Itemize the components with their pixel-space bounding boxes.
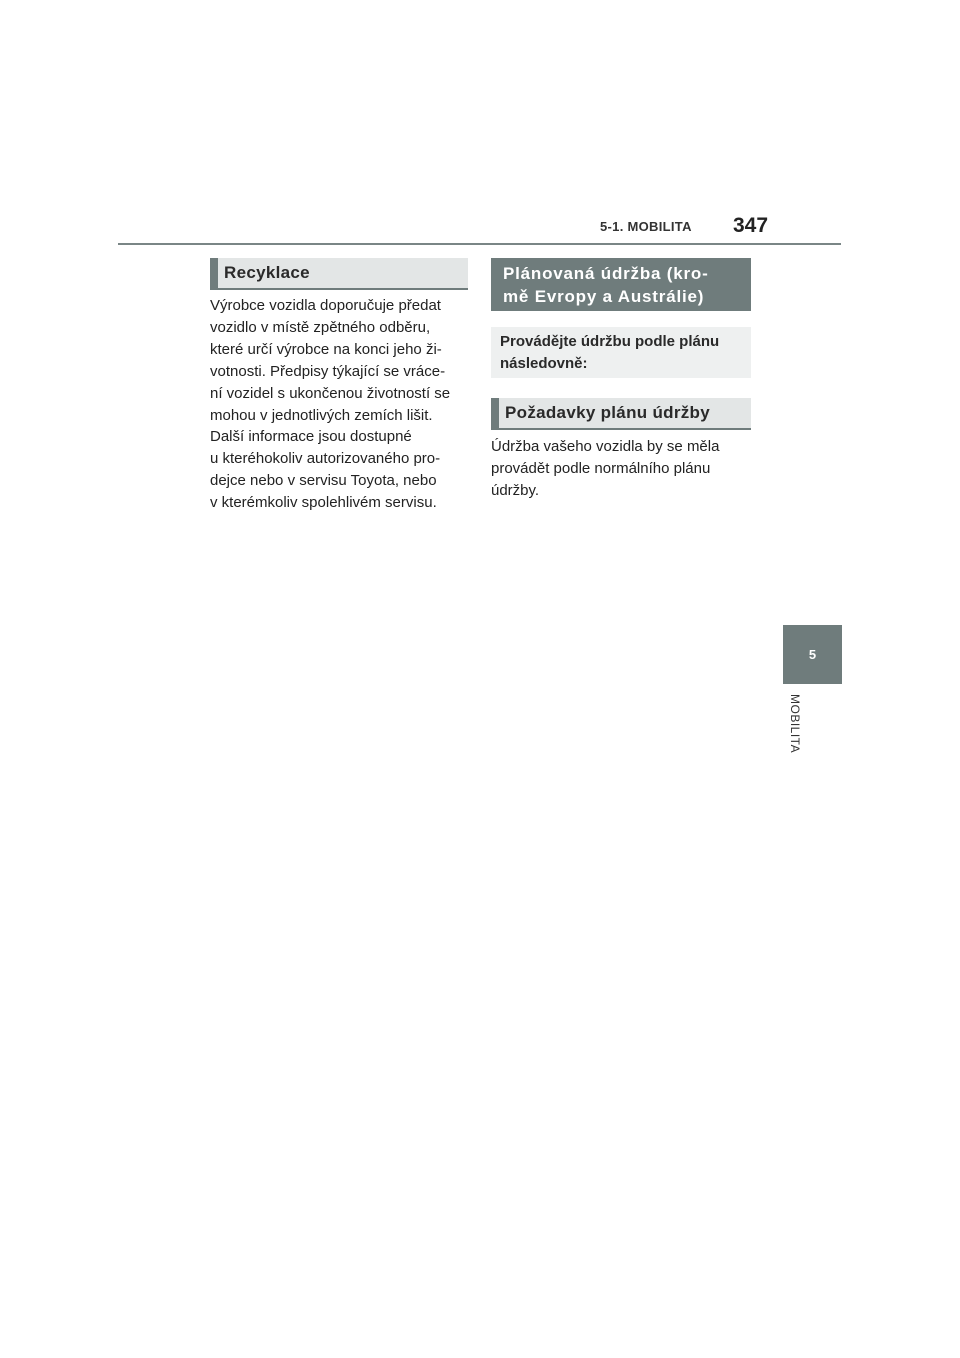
- paragraph-line: mohou v jednotlivých zemích lišit.: [210, 406, 433, 424]
- maintenance-paragraph: [491, 436, 719, 502]
- paragraph-line: dejce nebo v servisu Toyota, nebo: [210, 472, 437, 490]
- note-line: následovně:: [500, 355, 588, 372]
- maintenance-requirements-heading-text: Požadavky plánu údržby: [505, 403, 710, 422]
- paragraph-line: Údržba vašeho vozidla by se měla: [491, 438, 720, 455]
- maintenance-title: [491, 258, 751, 311]
- header-divider: [118, 243, 841, 245]
- paragraph-line: údržby.: [491, 481, 540, 499]
- paragraph-line: votnosti. Předpisy týkající se vráce-: [210, 362, 446, 380]
- paragraph-line: ní vozidel s ukončenou životností se: [210, 384, 451, 402]
- section-title: 5-1. MOBILITA: [600, 219, 692, 234]
- paragraph-line: vozidlo v místě zpětného odběru,: [210, 318, 431, 336]
- paragraph-line: Další informace jsou dostupné: [210, 428, 412, 446]
- paragraph-line: provádět podle normálního plánu: [491, 459, 711, 477]
- maintenance-requirements-heading: [491, 398, 751, 430]
- maintenance-note: [491, 327, 751, 378]
- recycling-paragraph: [210, 295, 450, 514]
- maintenance-title-line: Plánovaná údržba (kro-: [503, 264, 709, 283]
- chapter-label: MOBILITA: [788, 694, 802, 754]
- paragraph-line: u kteréhokoliv autorizovaného pro-: [210, 450, 441, 468]
- note-line: Provádějte údržbu podle plánu: [500, 333, 720, 350]
- paragraph-line: v kterémkoliv spolehlivém servisu.: [210, 494, 437, 512]
- paragraph-line: Výrobce vozidla doporučuje předat: [210, 297, 441, 314]
- chapter-tab[interactable]: [783, 625, 842, 684]
- chapter-number: 5: [808, 647, 817, 662]
- maintenance-title-line: mě Evropy a Austrálie): [503, 287, 705, 306]
- paragraph-line: které určí výrobce na konci jeho ži-: [210, 340, 442, 358]
- page-number: 347: [733, 214, 769, 237]
- recycling-heading-text: Recyklace: [224, 263, 310, 282]
- recycling-heading: [210, 258, 468, 290]
